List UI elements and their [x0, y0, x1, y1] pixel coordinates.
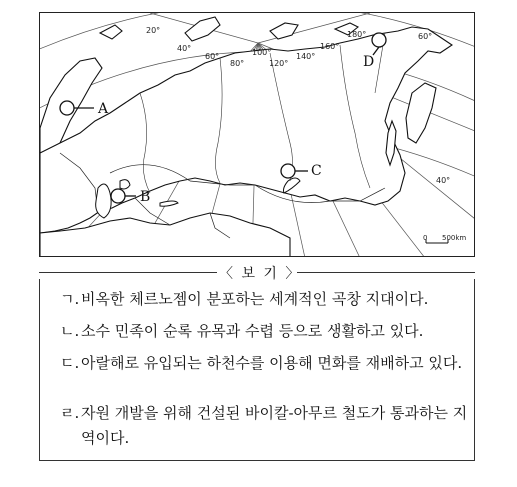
marker-a-circle: [60, 101, 74, 115]
scale-distance: 500km: [442, 234, 467, 242]
map-figure: [39, 12, 475, 257]
marker-d-label: D: [363, 54, 375, 70]
item-marker: ㄷ.: [60, 354, 80, 372]
degree-label: 40°: [436, 176, 451, 185]
bogi-item: [60, 287, 474, 312]
degree-label: 140°: [296, 52, 316, 61]
bogi-title: 〈 보 기 〉: [219, 266, 302, 282]
bogi-item: [60, 319, 474, 344]
scale-zero: 0: [423, 234, 428, 242]
marker-c-label: C: [311, 163, 322, 179]
degree-label: 120°: [269, 59, 289, 68]
marker-a-label: A: [98, 101, 109, 117]
degree-label: 40°: [177, 44, 192, 53]
degree-label: 100°: [252, 48, 272, 57]
bogi-item: [60, 401, 474, 451]
bogi-box: [39, 279, 475, 461]
degree-label: 180°: [347, 30, 367, 39]
degree-label: 60°: [418, 32, 433, 41]
marker-d-circle: [372, 33, 386, 47]
item-text: 비옥한 체르노젬이 분포하는 세계적인 곡창 지대이다.: [81, 290, 429, 308]
divider: [297, 272, 475, 273]
item-marker: ㄴ.: [60, 322, 80, 340]
bogi-header: [39, 263, 475, 282]
degree-label: 60°: [205, 52, 220, 61]
item-text: 자원 개발을 위해 건설된 바이칼-아무르 철도가 통과하는 지역이다.: [81, 404, 468, 447]
item-marker: ㄹ.: [60, 404, 80, 422]
landmass: [40, 17, 452, 257]
marker-b-label: B: [140, 189, 151, 205]
item-text: 아랄해로 유입되는 하천수를 이용해 면화를 재배하고 있다.: [81, 354, 463, 372]
item-marker: ㄱ.: [60, 290, 80, 308]
degree-label: 20°: [146, 26, 161, 35]
marker-b-circle: [111, 189, 125, 203]
divider: [39, 272, 217, 273]
degree-label: 80°: [230, 59, 245, 68]
degree-label: 160°: [320, 42, 340, 51]
item-text: 소수 민족이 순록 유목과 수렵 등으로 생활하고 있다.: [81, 322, 424, 340]
marker-c-circle: [281, 164, 295, 178]
bogi-item: [60, 351, 474, 376]
